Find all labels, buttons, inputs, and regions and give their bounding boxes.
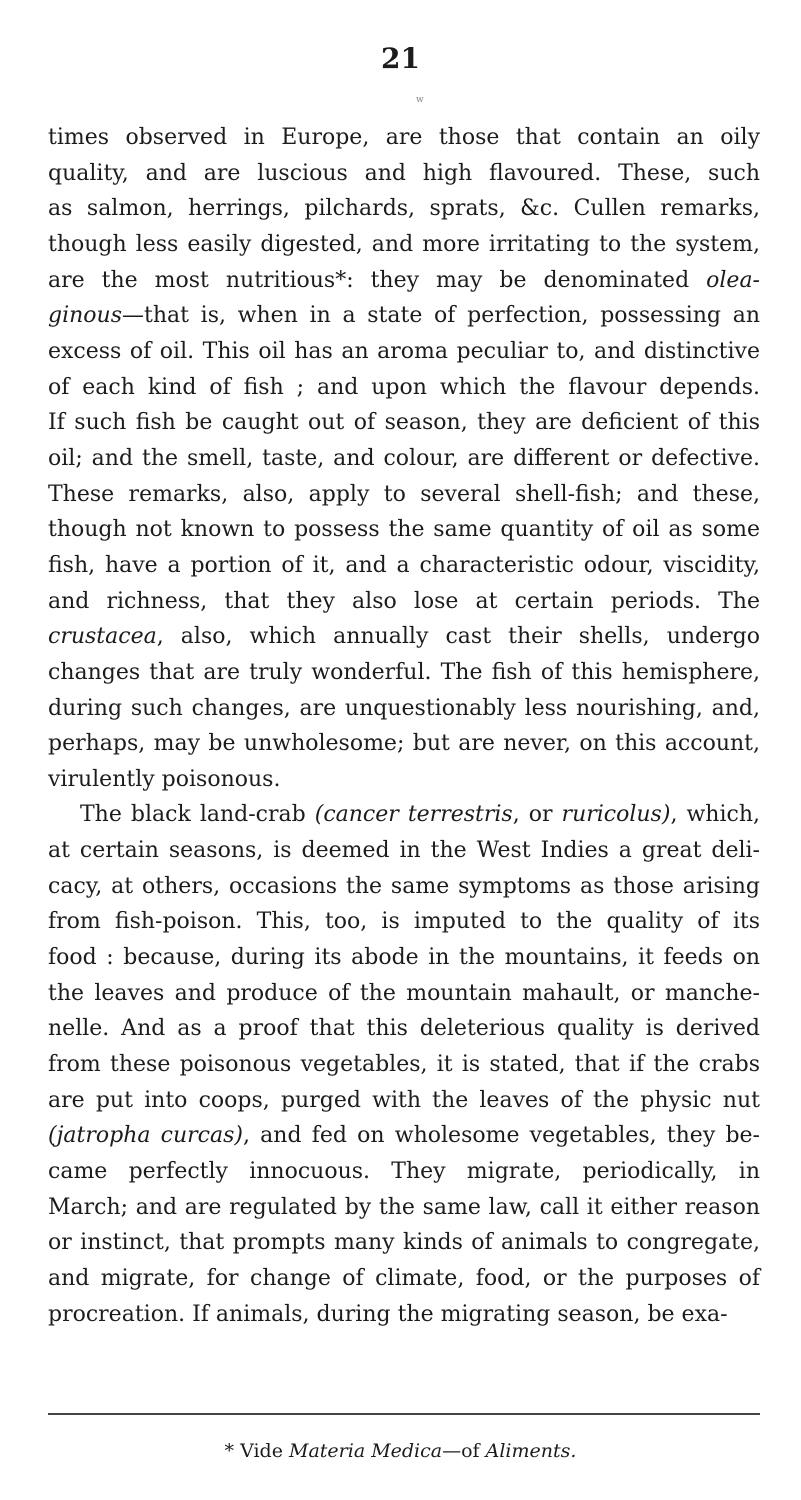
text-line — [48, 1011, 760, 1047]
text-line — [48, 334, 760, 370]
text-run: as salmon, herrings, pilchards, sprats, &c. Cullen remarks, — [48, 196, 760, 222]
text-line — [48, 619, 760, 655]
text-run: and richness, that they also lose at certain periods. The — [48, 588, 760, 614]
italic-text: ruricolus) — [561, 802, 671, 828]
text-line — [48, 726, 760, 762]
text-run: and migrate, for change of climate, food, or the purposes of — [48, 1266, 760, 1291]
text-line — [48, 298, 760, 334]
text-run: times observed in Europe, are those that contain an oily — [48, 125, 760, 150]
text-line — [48, 227, 760, 263]
text-line — [48, 1083, 760, 1119]
italic-text: ginous — [48, 303, 122, 329]
text-line — [48, 691, 760, 727]
italic-text: olea- — [706, 267, 760, 293]
text-line — [48, 940, 760, 976]
text-line — [48, 1047, 760, 1083]
italic-text: (jatropha curcas) — [48, 1123, 243, 1149]
text-run: The black land-crab — [80, 802, 315, 828]
footnote — [0, 1440, 801, 1462]
text-run: or instinct, that prompts many kinds of animals to congregate, — [48, 1230, 760, 1256]
text-run: —that is, when in a state of perfection, possessing an — [122, 303, 760, 329]
italic-text: (cancer terrestris — [314, 802, 513, 828]
text-run: cacy, at others, occasions the same symptoms as those arising — [48, 873, 760, 899]
text-line — [48, 762, 760, 798]
text-run: from these poisonous vegetables, it is stated, that if the crabs — [48, 1052, 760, 1078]
text-line — [48, 833, 760, 869]
text-run: of each kind of fish ; and upon which the flavour depends. — [48, 374, 760, 400]
text-line — [48, 405, 760, 441]
text-run: virulently poisonous. — [48, 766, 281, 792]
text-run: * Vide — [224, 1440, 289, 1462]
text-line — [48, 1225, 760, 1261]
text-run: though less easily digested, and more irritating to the system, — [48, 231, 760, 257]
text-run: —of — [442, 1440, 486, 1462]
text-run: fish, have a portion of it, and a characteristic odour, viscidity, — [48, 552, 760, 578]
italic-text: crustacea — [48, 624, 157, 650]
footnote-divider — [48, 1413, 760, 1415]
text-line — [48, 797, 760, 833]
text-run: , which, — [670, 802, 760, 828]
text-line — [48, 370, 760, 406]
text-line — [48, 477, 760, 513]
printer-mark: w — [416, 95, 424, 105]
text-run: came perfectly innocuous. They migrate, periodically, in — [48, 1159, 760, 1185]
text-run: These remarks, also, apply to several shell-fish; and these, — [48, 481, 760, 507]
text-line — [48, 1190, 760, 1226]
text-line — [48, 655, 760, 691]
text-line — [48, 904, 760, 940]
text-line — [48, 156, 760, 192]
text-line — [48, 1261, 760, 1297]
text-line — [48, 1154, 760, 1190]
text-run: are the most nutritious*: they may be denominated — [48, 267, 707, 293]
text-run: , also, which annually cast their shells, undergo — [156, 624, 760, 650]
text-run: procreation. If animals, during the migrating season, be exa- — [48, 1301, 728, 1327]
text-run: oil; and the smell, taste, and colour, are different or defective. — [48, 445, 760, 471]
text-run: quality, and are luscious and high flavoured. These, such — [48, 160, 760, 186]
text-run: during such changes, are unquestionably less nourishing, and, — [48, 695, 760, 721]
text-run: at certain seasons, is deemed in the West Indies a great deli- — [48, 838, 760, 864]
text-line — [48, 263, 760, 299]
text-run: nelle. And as a proof that this deleterious quality is derived — [48, 1016, 760, 1042]
text-line — [48, 512, 760, 548]
body-text — [48, 120, 760, 1332]
text-run: though not known to possess the same quantity of oil as some — [48, 517, 760, 543]
text-run: If such fish be caught out of season, they are deficient of this — [48, 410, 760, 436]
italic-text: Materia Medica — [289, 1440, 443, 1462]
text-run: , or — [512, 802, 562, 828]
text-run: food : because, during its abode in the mountains, it feeds on — [48, 945, 760, 971]
text-run: , and fed on wholesome vegetables, they be- — [243, 1123, 760, 1149]
text-line — [48, 869, 760, 905]
text-run: March; and are regulated by the same law, call it either reason — [48, 1194, 760, 1220]
page-number: 21 — [381, 42, 420, 75]
text-run: changes that are truly wonderful. The fish of this hemisphere, — [48, 659, 760, 685]
text-run: the leaves and produce of the mountain mahault, or manche- — [48, 980, 760, 1006]
text-run: from fish-poison. This, too, is imputed to the quality of its — [48, 909, 760, 935]
text-line — [48, 976, 760, 1012]
text-line — [48, 1118, 760, 1154]
text-line — [48, 191, 760, 227]
text-run: perhaps, may be unwholesome; but are never, on this account, — [48, 731, 760, 757]
text-line — [48, 441, 760, 477]
text-line — [48, 120, 760, 156]
text-run: are put into coops, purged with the leaves of the physic nut — [48, 1087, 760, 1113]
text-line — [48, 584, 760, 620]
text-line — [48, 1297, 760, 1333]
text-run: excess of oil. This oil has an aroma peculiar to, and distinctive — [48, 338, 760, 364]
text-line — [48, 548, 760, 584]
italic-text: Aliments. — [485, 1440, 577, 1462]
